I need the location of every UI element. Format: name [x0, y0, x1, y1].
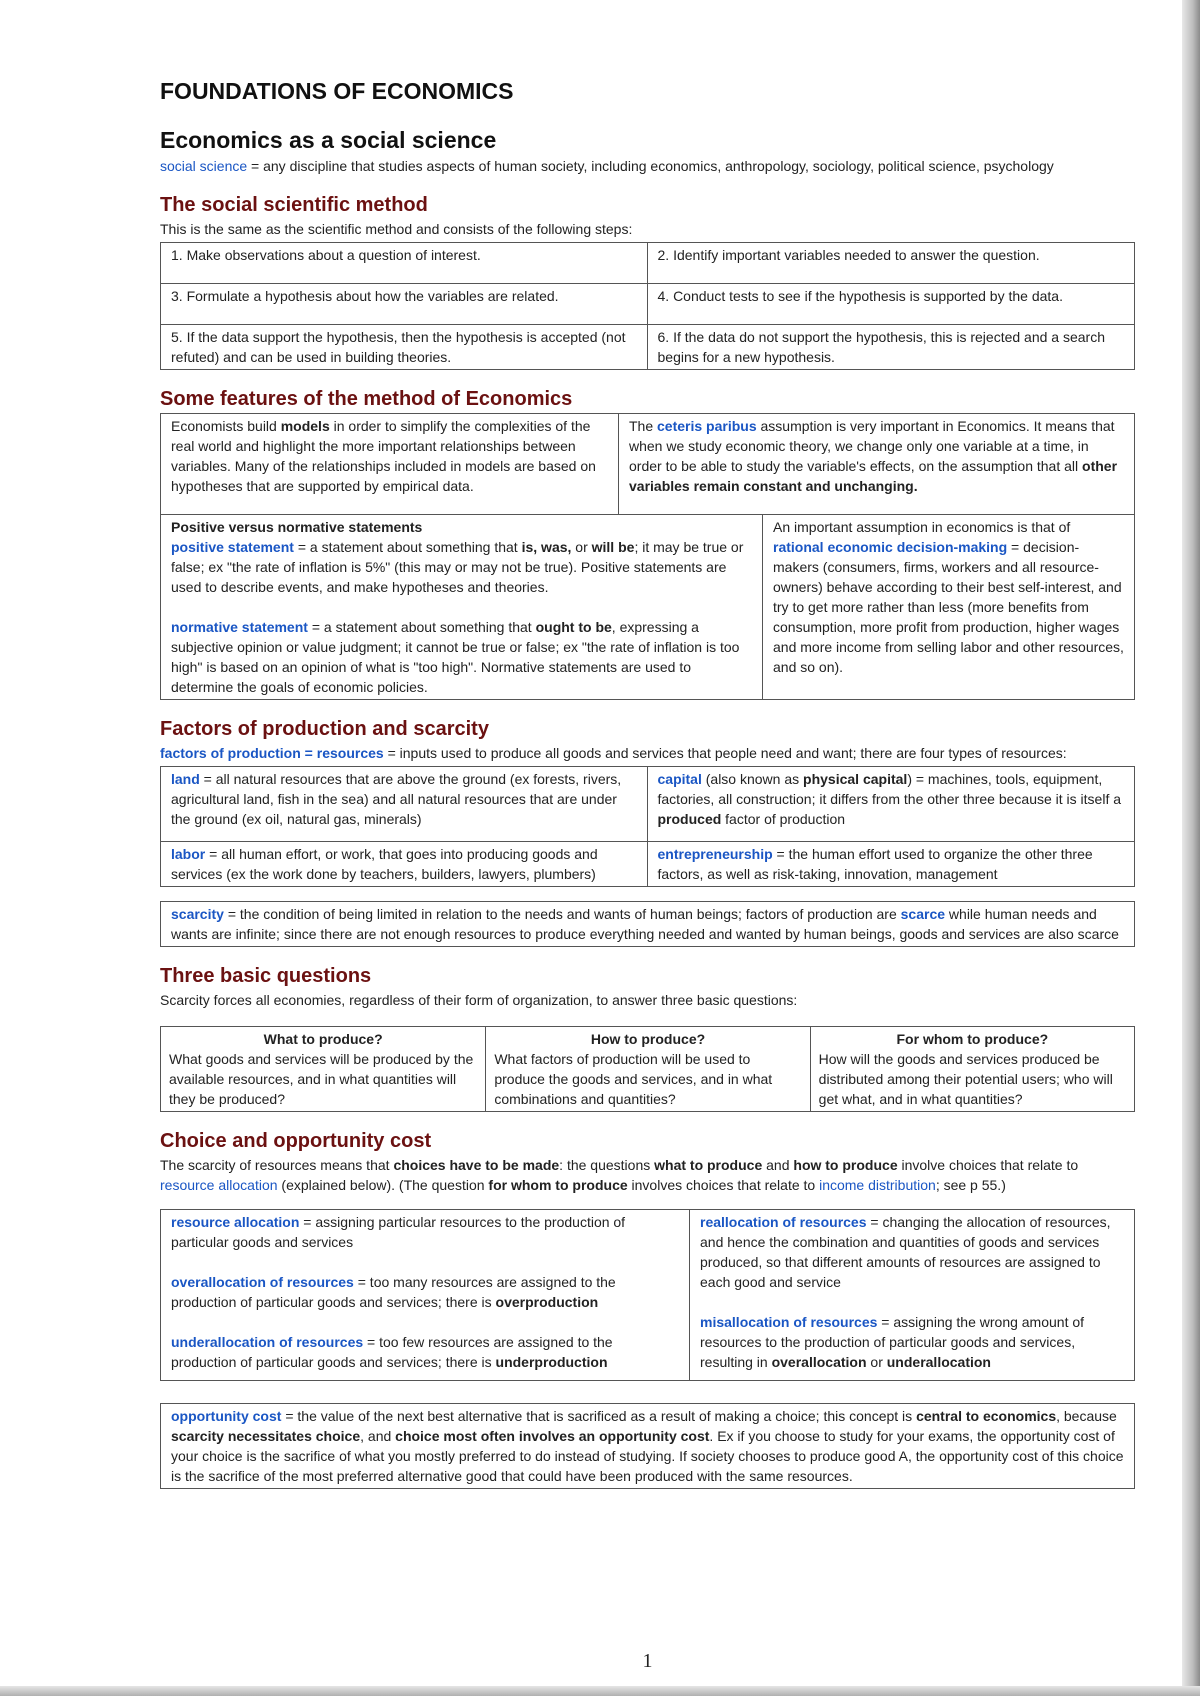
factors-table: [160, 766, 1135, 887]
step-cell: 6. If the data do not support the hypothesis, this is rejected and a search begins for a new hypothesis.: [657, 329, 1106, 365]
term-ceteris-paribus: ceteris paribus: [657, 418, 757, 434]
section-heading-three-questions: Three basic questions: [160, 965, 372, 987]
question-cell: How to produce? What factors of production will be used to produce the goods and services, and in what combinations and quantities?: [485, 1027, 809, 1111]
normative-statement-def: normative statement = a statement about something that ought to be, expressing a subjective opinion or value judgment; it cannot be true or false; ex "the rate of inflation is too high" is based on an opinion of what is "too high". Normative statements are used to determine the goals of economic policies.: [171, 619, 740, 695]
factors-definition: factors of production = resources = inputs used to produce all goods and services that people need and want; there are four types of resources:: [160, 745, 1067, 761]
choice-paragraph: The scarcity of resources means that choices have to be made: the questions what to produce and how to produce involve choices that relate to resource allocation (explained below). (The question for whom to produce involves choices that relate to income distribution; see p 55.): [160, 1157, 1079, 1193]
step-cell: 5. If the data support the hypothesis, then the hypothesis is accepted (not refuted) and can be used in building theories.: [161, 325, 648, 369]
capital-cell: capital (also known as physical capital) = machines, tools, equipment, factories, all construction; it differs from the other three because it is itself a produced factor of production: [648, 767, 1135, 842]
land-cell: land = all natural resources that are above the ground (ex forests, rivers, agricultural land, fish in the sea) and all natural resources that are under the ground (ex oil, natural gas, minerals): [161, 767, 648, 842]
models-cell: Economists build models in order to simplify the complexities of the real world and highlight the more important relationships between variables. Many of the relationships included in models are based on hypotheses that are supported by empirical data.: [161, 414, 619, 514]
question-cell: What to produce? What goods and services will be produced by the available resources, and in what quantities will they be produced?: [169, 1031, 474, 1107]
allocation-left-cell: [161, 1210, 690, 1380]
page-bottom-edge: [0, 1686, 1200, 1696]
labor-cell: labor = all human effort, or work, that goes into producing goods and services (ex the work done by teachers, builders, lawyers, plumbers): [161, 842, 648, 886]
scientific-method-intro: This is the same as the scientific method and consists of the following steps:: [160, 221, 633, 237]
scarcity-box: scarcity = the condition of being limited in relation to the needs and wants of human beings; factors of production are scarce while human needs and wants are infinite; since there are not enough resources to produce everything needed and wanted by human beings, goods and services are also scarce: [160, 901, 1135, 947]
underallocation-def: underallocation of resources = too few resources are assigned to the production of particular goods and services; there is underproduction: [171, 1334, 613, 1370]
section-heading-social-science: Economics as a social science: [160, 127, 497, 153]
steps-table: [160, 242, 1135, 370]
document-page: [160, 70, 1135, 1672]
resource-allocation-def: resource allocation = assigning particular resources to the production of particular goods and services: [171, 1214, 626, 1250]
positive-normative-cell: [161, 515, 763, 699]
page-number: 1: [642, 1650, 653, 1672]
reallocation-def: reallocation of resources = changing the allocation of resources, and hence the combination and quantities of goods and services produced, so that different amounts of resources are assigned to each good and service: [700, 1214, 1111, 1290]
section-heading-method-features: Some features of the method of Economics: [160, 388, 573, 410]
three-questions-intro: Scarcity forces all economies, regardless of their form of organization, to answer three basic questions:: [160, 992, 798, 1008]
positive-normative-heading: Positive versus normative statements: [171, 519, 423, 535]
section-heading-choice-opportunity-cost: Choice and opportunity cost: [160, 1130, 432, 1152]
step-cell: 2. Identify important variables needed to answer the question.: [648, 243, 1135, 284]
step-cell: 3. Formulate a hypothesis about how the variables are related.: [161, 284, 648, 325]
section-heading-scientific-method: The social scientific method: [160, 194, 428, 216]
opportunity-cost-box: opportunity cost = the value of the next best alternative that is sacrificed as a result of making a choice; this concept is central to economics, because scarcity necessitates choice, and choice most often involves an opportunity cost. Ex if you choose to study for your exams, the opportunity cost of your choice is the sacrifice of what you mostly preferred to do instead of studying. If society chooses to produce good A, the opportunity cost of this choice is the sacrifice of the most preferred alternative good that could have been produced with the same resources.: [160, 1403, 1135, 1489]
section-heading-factors: Factors of production and scarcity: [160, 718, 489, 740]
page-edge-shadow: [1182, 0, 1200, 1696]
social-science-definition: social science = any discipline that studies aspects of human society, including economics, anthropology, sociology, political science, psychology: [160, 158, 1054, 174]
misallocation-def: misallocation of resources = assigning the wrong amount of resources to the production of particular goods and services, resulting in overallocation or underallocation: [700, 1314, 1085, 1370]
step-cell: 4. Conduct tests to see if the hypothesis is supported by the data.: [648, 284, 1135, 325]
positive-statement-def: positive statement = a statement about something that is, was, or will be; it may be true or false; ex "the rate of inflation is 5%" (this may or may not be true). Positive statements are used to describe events, and make hypotheses and theories.: [171, 539, 744, 595]
ceteris-paribus-cell: The ceteris paribus assumption is very important in Economics. It means that when we study economic theory, we change only one variable at a time, in order to be able to study the variable's effects, on the assumption that all other variables remain constant and unchanging.: [629, 418, 1118, 494]
entrepreneurship-cell: entrepreneurship = the human effort used to organize the other three factors, as well as risk-taking, innovation, management: [657, 846, 1093, 882]
allocation-right-cell: [690, 1210, 1134, 1380]
document-title: FOUNDATIONS OF ECONOMICS: [160, 78, 514, 104]
method-features-box: [160, 413, 1135, 700]
term-social-science: social science: [160, 158, 248, 174]
question-cell: For whom to produce? How will the goods and services produced be distributed among their potential users; who will get what, and in what quantities?: [810, 1027, 1134, 1111]
three-questions-table: [160, 1026, 1135, 1112]
overallocation-def: overallocation of resources = too many resources are assigned to the production of particular goods and services; there is overproduction: [171, 1274, 616, 1310]
allocation-box: [160, 1209, 1135, 1381]
rational-decision-cell: An important assumption in economics is that of rational economic decision-making = decision-makers (consumers, firms, workers and all resource-owners) behave according to their best self-interest, and try to get more rather than less (more benefits from consumption, more profit from production, higher wages and more income from selling labor and other resources, and so on).: [773, 519, 1124, 675]
step-cell: 1. Make observations about a question of interest.: [161, 243, 648, 284]
